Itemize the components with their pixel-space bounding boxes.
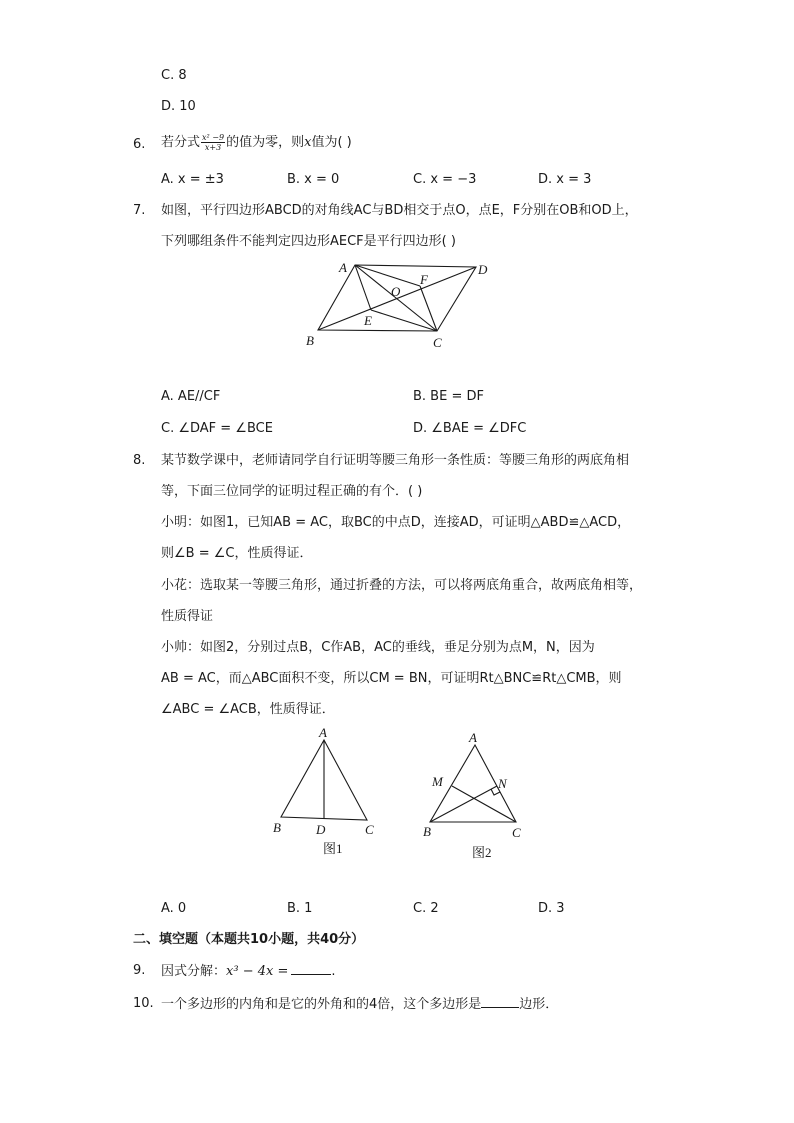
q7-number: 7. bbox=[133, 203, 146, 218]
q10-end: 边形． bbox=[519, 997, 559, 1012]
section-2-heading: 二、填空题（本题共10小题，共40分） bbox=[133, 932, 365, 947]
fig2-label-n: N bbox=[498, 776, 507, 791]
q6-number: 6. bbox=[133, 137, 146, 152]
q5-option-c: C. 8 bbox=[161, 68, 187, 83]
q7-label-b: B bbox=[306, 333, 314, 348]
q10-stem bbox=[161, 994, 558, 1015]
q7-parallelogram-figure bbox=[300, 255, 500, 355]
q9-text: 因式分解： bbox=[161, 964, 227, 979]
q8-option-a: A. 0 bbox=[161, 901, 187, 916]
q9-stem bbox=[161, 961, 335, 982]
q6-option-a: A. x = ±3 bbox=[161, 172, 224, 187]
q9-answer-blank[interactable] bbox=[291, 961, 331, 975]
fig1-label-a: A bbox=[319, 725, 327, 740]
q8-option-b: B. 1 bbox=[287, 901, 313, 916]
q9-number: 9. bbox=[133, 963, 146, 978]
q10-number: 10. bbox=[133, 996, 154, 1011]
q6-mid: 的值为零，则 bbox=[226, 135, 305, 150]
q9-expr: x³ − 4x = bbox=[226, 964, 289, 979]
fig1-label-b: B bbox=[273, 820, 281, 835]
fig2-label-m: M bbox=[432, 774, 443, 789]
q10-answer-blank[interactable] bbox=[481, 994, 519, 1008]
q6-option-c: C. x = −3 bbox=[413, 172, 477, 187]
q7-line1: 如图，平行四边形ABCD的对角线AC与BD相交于点O，点E，F分别在OB和OD上， bbox=[161, 203, 638, 218]
fig1-label-d: D bbox=[316, 822, 326, 837]
q7-segment-ec bbox=[371, 310, 437, 331]
q6-option-b: B. x = 0 bbox=[287, 172, 340, 187]
q8-line8: AB = AC，而△ABC面积不变，所以CM = BN，可证明Rt△BNC≌Rt△CMB，则 bbox=[161, 671, 622, 686]
q7-option-d: D. ∠BAE = ∠DFC bbox=[413, 421, 527, 436]
fig1-label-c: C bbox=[365, 822, 374, 837]
q7-label-a: A bbox=[339, 260, 347, 275]
fig2-label-c: C bbox=[512, 825, 521, 840]
q7-label-f: F bbox=[420, 272, 428, 287]
q8-number: 8. bbox=[133, 453, 146, 468]
q6-frac-bot: x+3 bbox=[204, 143, 222, 152]
q7-label-o: O bbox=[391, 284, 401, 299]
q6-pre: 若分式 bbox=[161, 135, 201, 150]
fig1-caption: 图1 bbox=[323, 841, 343, 856]
q8-line5: 小花：选取某一等腰三角形，通过折叠的方法，可以将两底角重合，故两底角相等， bbox=[161, 578, 643, 593]
q8-line6: 性质得证 bbox=[161, 609, 214, 624]
q7-label-c: C bbox=[433, 335, 442, 350]
q9-end: . bbox=[331, 964, 336, 979]
fig2-label-a: A bbox=[469, 730, 477, 745]
q7-line2: 下列哪组条件不能判定四边形AECF是平行四边形( ) bbox=[161, 234, 456, 249]
q6-frac-top: x² −9 bbox=[202, 133, 225, 142]
q8-option-d: D. 3 bbox=[538, 901, 565, 916]
q8-line3: 小明：如图1，已知AB = AC，取BC的中点D，连接AD，可证明△ABD≌△ACD， bbox=[161, 515, 631, 530]
q8-figure-2 bbox=[415, 725, 530, 865]
q6-post: 值为( ) bbox=[311, 135, 352, 150]
q7-label-d: D bbox=[478, 262, 488, 277]
q6-fraction bbox=[201, 133, 225, 152]
q6-var: x bbox=[304, 135, 312, 150]
fig2-caption: 图2 bbox=[472, 845, 492, 860]
q7-option-b: B. BE = DF bbox=[413, 389, 484, 404]
q7-option-c: C. ∠DAF = ∠BCE bbox=[161, 421, 273, 436]
q8-line7: 小帅：如图2，分别过点B，C作AB，AC的垂线，垂足分别为点M，N，因为 bbox=[161, 640, 595, 655]
fig2-label-b: B bbox=[423, 824, 431, 839]
q8-line2: 等，下面三位同学的证明过程正确的有个．( ) bbox=[161, 484, 423, 499]
q8-line4: 则∠B = ∠C，性质得证． bbox=[161, 546, 313, 561]
q10-text: 一个多边形的内角和是它的外角和的4倍，这个多边形是 bbox=[161, 997, 482, 1012]
q8-line9: ∠ABC = ∠ACB，性质得证． bbox=[161, 702, 335, 717]
q5-option-d: D. 10 bbox=[161, 99, 196, 114]
q8-figure-1 bbox=[265, 722, 385, 862]
q7-label-e: E bbox=[364, 313, 372, 328]
q7-option-a: A. AE//CF bbox=[161, 389, 221, 404]
q8-option-c: C. 2 bbox=[413, 901, 439, 916]
q7-segment-af bbox=[355, 265, 420, 286]
q6-stem bbox=[161, 133, 352, 153]
q8-line1: 某节数学课中，老师请同学自行证明等腰三角形一条性质：等腰三角形的两底角相 bbox=[161, 453, 630, 468]
q6-option-d: D. x = 3 bbox=[538, 172, 592, 187]
